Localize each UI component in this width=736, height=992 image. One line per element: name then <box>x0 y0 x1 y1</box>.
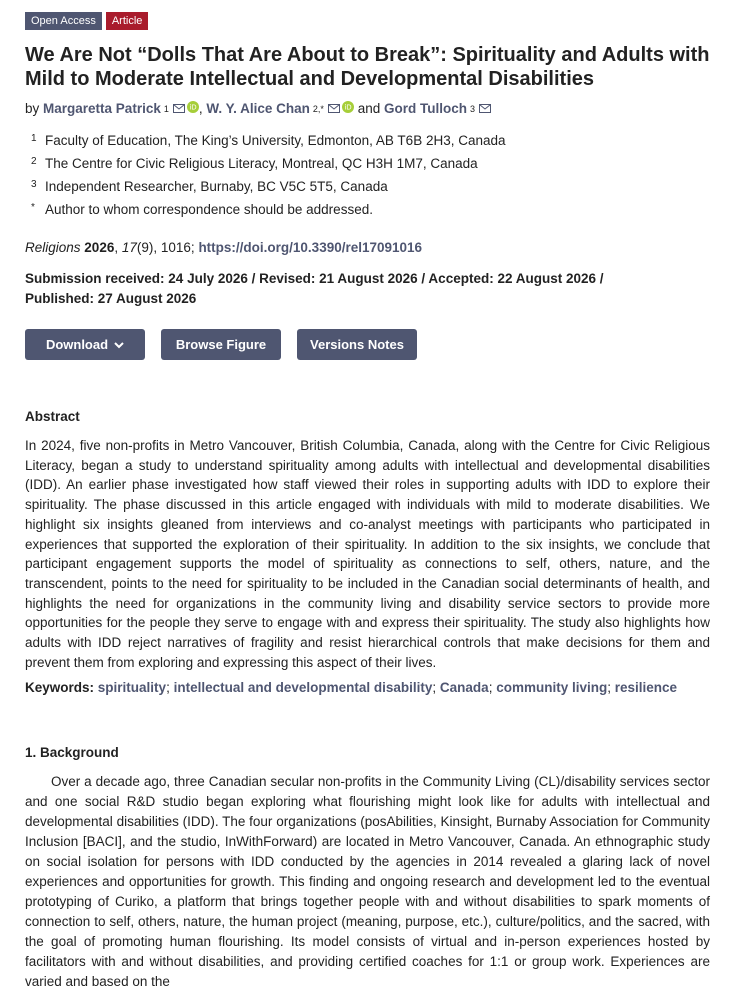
mail-icon[interactable] <box>328 100 340 118</box>
article-type-badge: Article <box>106 12 149 30</box>
keyword-link[interactable]: spirituality <box>97 680 167 696</box>
doi-link[interactable]: https://doi.org/10.3390/rel17091016 <box>198 240 423 255</box>
versions-notes-button[interactable] <box>297 329 417 360</box>
citation-year: 2026 <box>84 240 115 255</box>
chevron-down-icon <box>114 337 124 352</box>
open-access-badge: Open Access <box>25 12 102 30</box>
badge-row <box>25 12 710 30</box>
orcid-icon[interactable] <box>187 100 199 118</box>
article-page <box>25 12 710 992</box>
section-paragraph: Over a decade ago, three Canadian secular non-profits in the Community Living (CL)/disability services sector and one social R&D studio began exploring what flourishing might look like for adults with intellectual and developmental disabilities (IDD). The four organizations (posAbilities, Kinsight, Burnaby Association for Community Inclusion [BACI], and the studio, InWithForward) are located in Metro Vancouver, Canada. An ethnographic study on social isolation for persons with IDD conducted by the agencies in 2014 revealed a glaring lack of novel experiences and opportunities for growth. This finding and ongoing research and development led to the eventual prototyping of Curiko, a platform that brings together people with and without disabilities to spark moments of connection to self, others, nature, the human project (meaning, purpose, etc.), culture/politics, and the sacred, with the goal of promoting human flourishing. Its model consists of virtual and in-person experiences hosted by facilitators with and without disabilities, and providing certified coaches for 1:1 or group work. Experiences are varied and based on the <box>25 774 710 990</box>
keyword-link[interactable]: Canada <box>439 680 489 696</box>
citation-line: Religions 2026, 17(9), 1016; https://doi.org/10.3390/rel17091016 <box>25 240 423 255</box>
and-label: and <box>357 101 381 116</box>
author-link[interactable]: Gord Tulloch <box>383 101 467 116</box>
affiliation-item <box>25 132 710 155</box>
affiliation-text: Author to whom correspondence should be addressed. <box>45 202 373 217</box>
abstract-text: In 2024, five non-profits in Metro Vancouver, British Columbia, Canada, along with the Centre for Civic Religious Literacy, began a study to understand spirituality among adults with intellectual and developmental disabilities (IDD). An earlier phase investigated how staff viewed their roles in supporting adults with IDD to explore their spirituality. The phase discussed in this article engaged with individuals with mild to moderate disabilities. We highlight six insights gleaned from interviews and co-analyst meetings with participants who participated in experiences that supported the exploration of their spirituality. In addition to the six insights, we conclude that participant engagement supports the model of spirituality as connections to self, others, nature, and the transcendent, points to the need for spirituality to be included in the Canadian social determinants of health, and highlights the need for organizations in the community living and disability service sectors to provide more opportunities for the people they serve to engage with and express their spirituality. The study also highlights how adults with IDD reject narratives of fragility and resist hierarchical controls that make decisions for them and prevent them from exploring and expressing this aspect of their lives. <box>25 438 710 670</box>
keywords-line: Keywords: spirituality; intellectual and developmental disability; Canada; community living; resilience <box>25 680 678 696</box>
affiliation-number: 2 <box>31 156 37 167</box>
dates-line: Submission received: 24 July 2026 / Revised: 21 August 2026 / Accepted: 22 August 2026 / <box>25 271 604 286</box>
keywords-label: Keywords: <box>25 680 95 696</box>
abstract-heading: Abstract <box>25 409 80 424</box>
author-link[interactable]: Margaretta Patrick <box>43 101 161 116</box>
mail-icon[interactable] <box>479 100 491 118</box>
dates-line: Published: 27 August 2026 <box>25 291 197 306</box>
mail-icon[interactable] <box>173 100 185 118</box>
svg-text:iD: iD <box>344 103 352 112</box>
svg-text:iD: iD <box>189 103 197 112</box>
affiliation-number: 1 <box>31 133 37 144</box>
author-link[interactable]: W. Y. Alice Chan <box>206 101 310 116</box>
citation-issue: (9), 1016; <box>136 240 199 255</box>
action-buttons <box>25 329 710 360</box>
orcid-icon[interactable] <box>342 100 354 118</box>
section-heading: 1. Background <box>25 745 119 761</box>
publication-dates <box>25 269 710 309</box>
affiliation-item <box>25 201 710 224</box>
author-affil-sup: 3 <box>469 104 475 114</box>
keyword-link[interactable]: resilience <box>614 680 678 696</box>
citation-volume: 17 <box>121 240 137 255</box>
affiliation-text: Faculty of Education, The King’s University, Edmonton, AB T6B 2H3, Canada <box>45 133 506 148</box>
browse-figure-button[interactable] <box>161 329 281 360</box>
download-label: Download <box>45 337 109 352</box>
affiliation-item <box>25 155 710 178</box>
journal-name: Religions <box>25 240 81 255</box>
keyword-link[interactable]: community living <box>496 680 608 696</box>
affiliation-number: 3 <box>31 179 37 190</box>
download-button[interactable] <box>25 329 145 360</box>
affiliation-item <box>25 178 710 201</box>
by-label: by <box>25 101 40 116</box>
keyword-link[interactable]: intellectual and developmental disability <box>173 680 433 696</box>
affiliation-text: Independent Researcher, Burnaby, BC V5C 5T5, Canada <box>45 179 388 194</box>
author-list: by Margaretta Patrick 1 iD , W. Y. Alice Chan 2,* iD and Gord Tulloch 3 <box>25 100 710 118</box>
affiliation-text: The Centre for Civic Religious Literacy, Montreal, QC H3H 1M7, Canada <box>45 156 478 171</box>
author-affil-sup: 2,* <box>312 104 324 114</box>
affiliation-list <box>25 132 710 224</box>
author-affil-sup: 1 <box>163 104 169 114</box>
affiliation-number: * <box>31 202 35 213</box>
browse-figure-label: Browse Figure <box>175 337 267 352</box>
article-title: We Are Not “Dolls That Are About to Break”: Spirituality and Adults with Mild to Moderate Intellectual and Developmental Disabilities <box>25 44 710 90</box>
versions-notes-label: Versions Notes <box>310 337 404 352</box>
